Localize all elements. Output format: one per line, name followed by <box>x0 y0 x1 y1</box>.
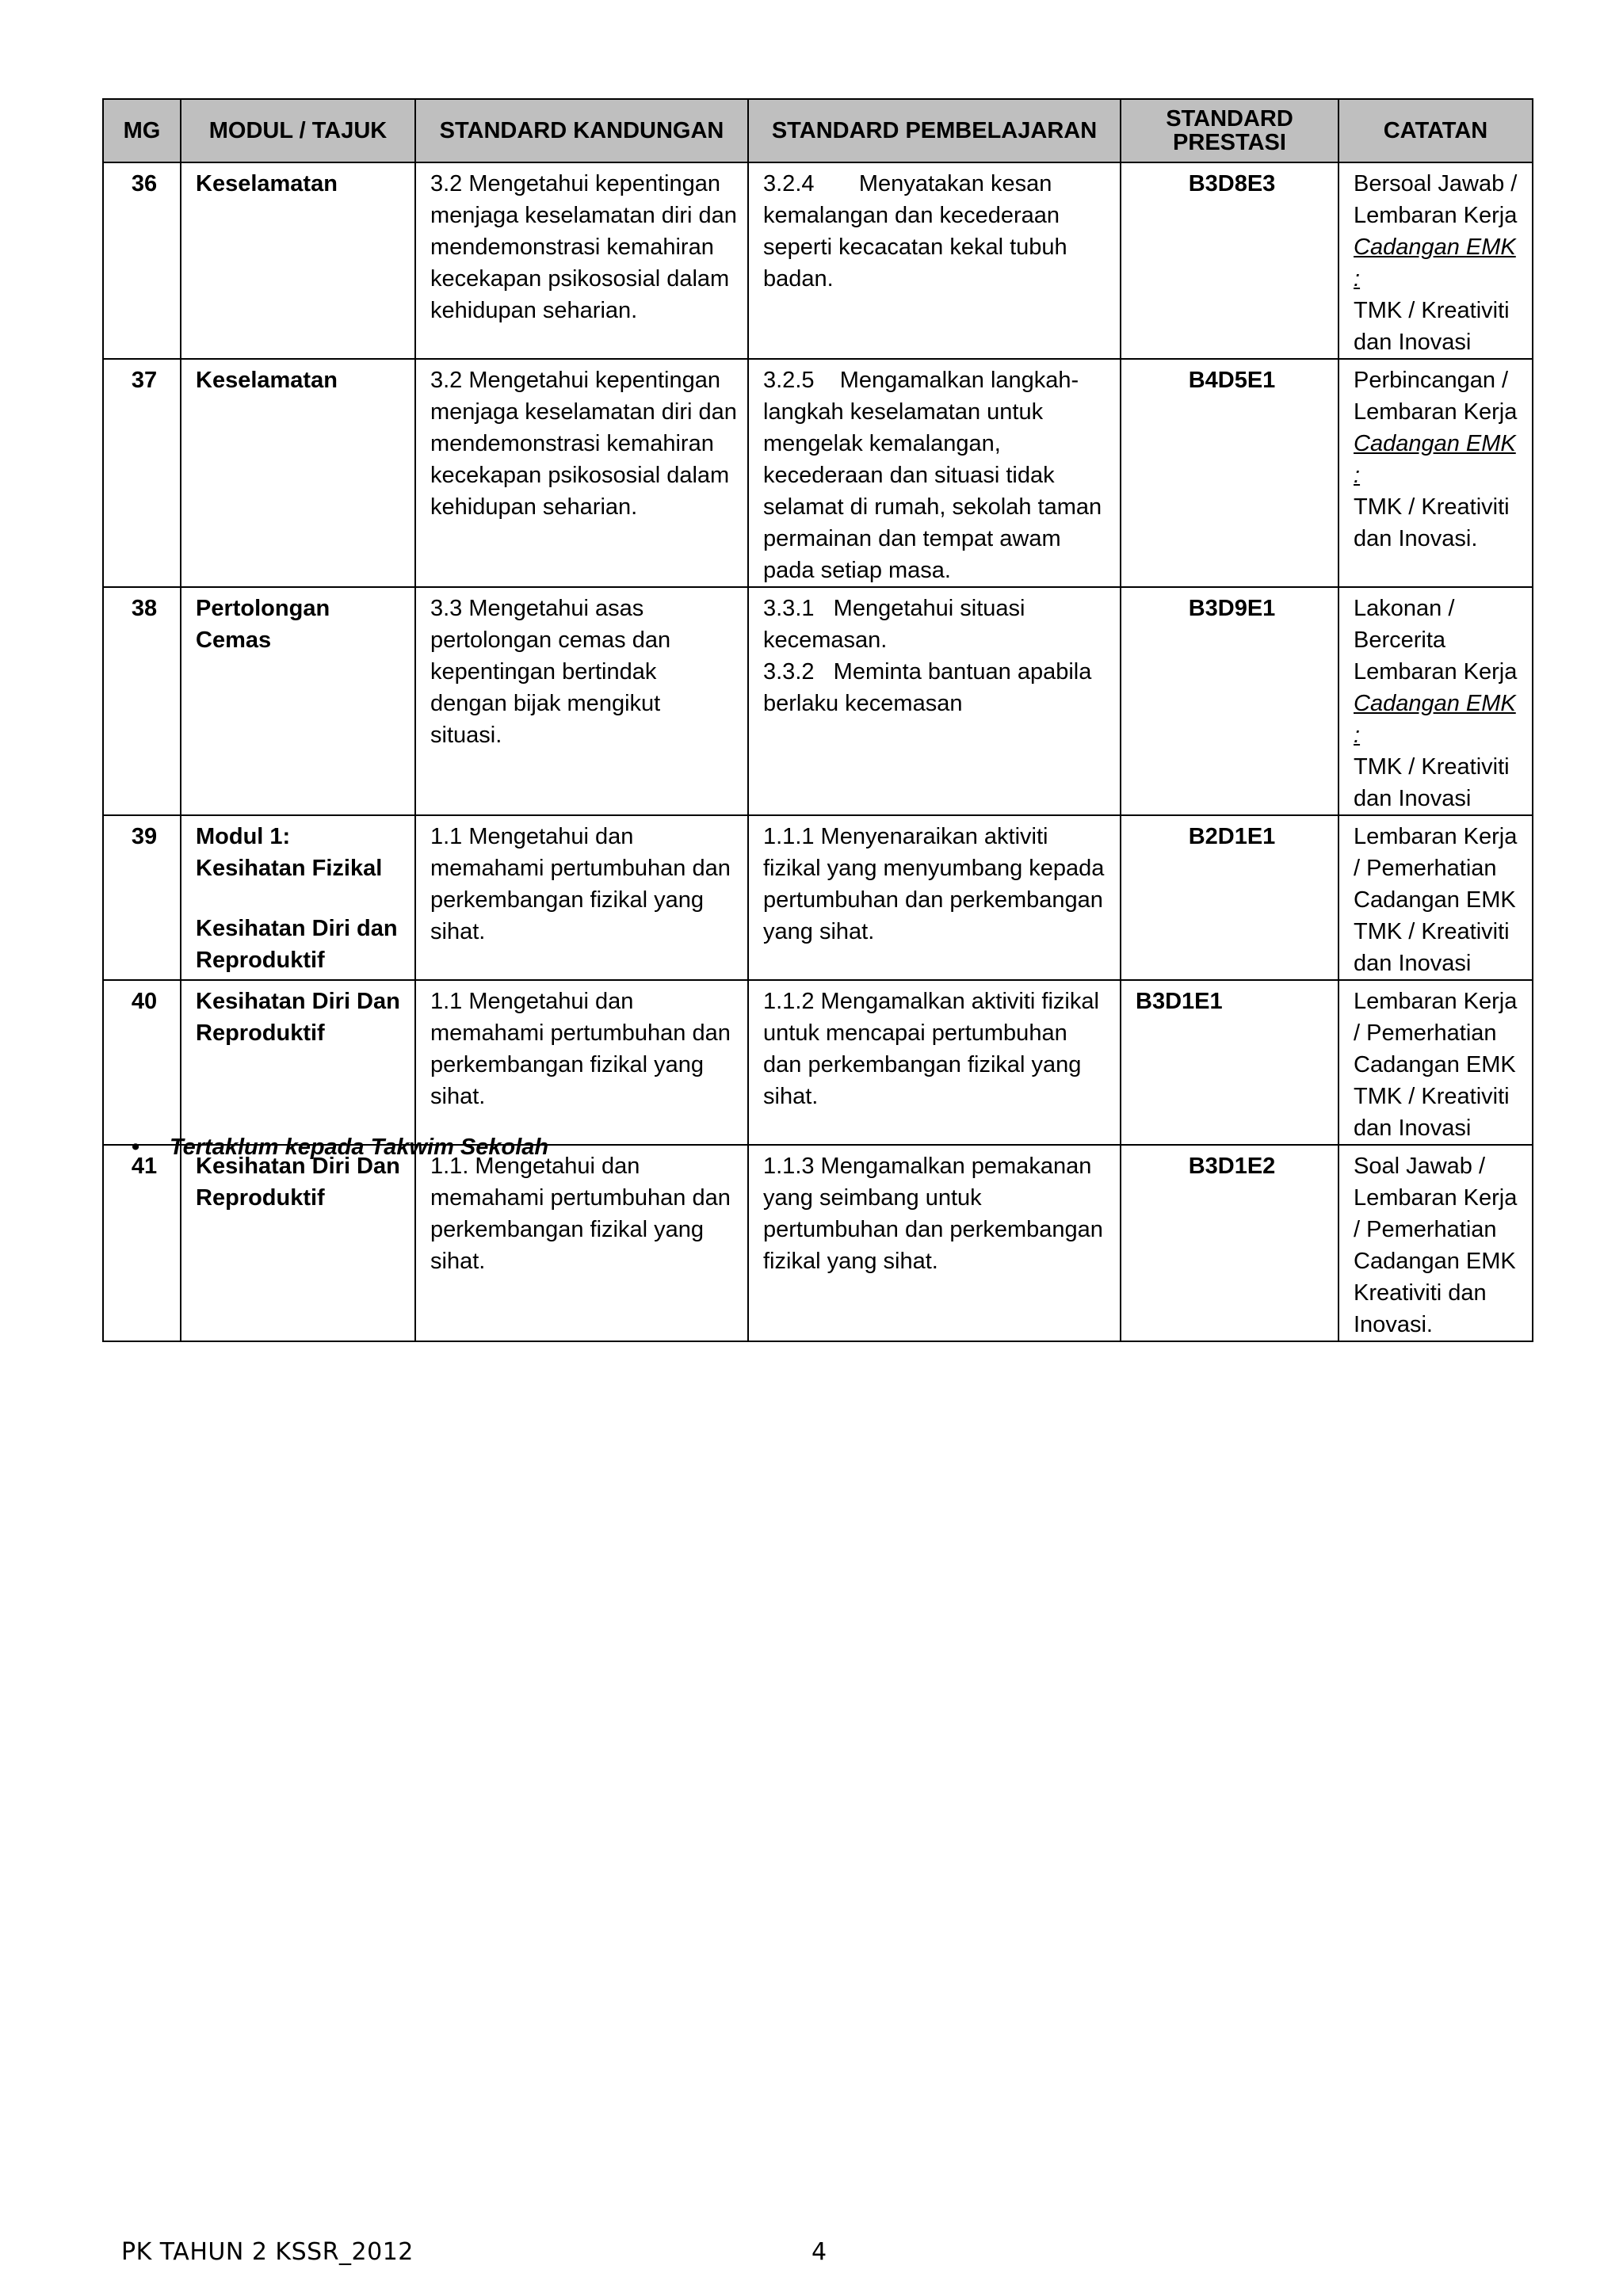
cell-standard-prestasi: B3D1E2 <box>1121 1145 1338 1341</box>
catatan-activity: Perbincangan / Lembaran Kerja <box>1354 368 1518 425</box>
cell-standard-prestasi: B3D8E3 <box>1121 162 1338 359</box>
cell-modul: Pertolongan Cemas <box>181 587 415 815</box>
header-standard-prestasi: STANDARD PRESTASI <box>1121 99 1338 162</box>
page-number: 4 <box>812 2238 827 2266</box>
cell-standard-pembelajaran: 1.1.1 Menyenaraikan aktiviti fizikal yang menyumbang kepada pertumbuhan dan perkembangan yang sihat. <box>748 815 1121 980</box>
cell-standard-kandungan: 1.1 Mengetahui dan memahami pertumbuhan dan perkembangan fizikal yang sihat. <box>415 980 748 1145</box>
table-row <box>103 587 1533 815</box>
cell-standard-prestasi: B3D9E1 <box>1121 587 1338 815</box>
catatan-emk-label: Cadangan EMK : <box>1354 691 1516 748</box>
catatan-activity: Bersoal Jawab / Lembaran Kerja <box>1354 171 1518 228</box>
cell-standard-pembelajaran: 3.2.5 Mengamalkan langkah-langkah keselamatan untuk mengelak kemalangan, kecederaan dan situasi tidak selamat di rumah, sekolah taman permainan dan tempat awam pada setiap masa. <box>748 359 1121 587</box>
cell-standard-pembelajaran: 1.1.2 Mengamalkan aktiviti fizikal untuk mencapai pertumbuhan dan perkembangan fizikal yang sihat. <box>748 980 1121 1145</box>
cell-standard-pembelajaran: 1.1.3 Mengamalkan pemakanan yang seimbang untuk pertumbuhan dan perkembangan fizikal yang sihat. <box>748 1145 1121 1341</box>
cell-catatan <box>1338 587 1533 815</box>
cell-mg: 37 <box>103 359 181 587</box>
module-subtitle: Kesihatan Diri dan Reproduktif <box>196 916 398 973</box>
cell-standard-prestasi: B3D1E1 <box>1121 980 1338 1145</box>
cell-catatan: Lembaran Kerja / Pemerhatian Cadangan EMK TMK / Kreativiti dan Inovasi <box>1338 980 1533 1145</box>
cell-standard-prestasi: B2D1E1 <box>1121 815 1338 980</box>
cell-standard-kandungan: 3.3 Mengetahui asas pertolongan cemas dan kepentingan bertindak dengan bijak mengikut situasi. <box>415 587 748 815</box>
cell-mg: 41 <box>103 1145 181 1341</box>
cell-catatan: Soal Jawab / Lembaran Kerja / Pemerhatian Cadangan EMK Kreativiti dan Inovasi. <box>1338 1145 1533 1341</box>
cell-modul: Kesihatan Diri Dan Reproduktif <box>181 1145 415 1341</box>
cell-standard-pembelajaran <box>748 587 1121 815</box>
learning-standard-item: 3.3.1 Mengetahui situasi kecemasan. <box>763 596 1032 653</box>
cell-modul: Keselamatan <box>181 162 415 359</box>
header-modul-tajuk: MODUL / TAJUK <box>181 99 415 162</box>
cell-catatan <box>1338 359 1533 587</box>
cell-mg: 38 <box>103 587 181 815</box>
cell-standard-pembelajaran: 3.2.4 Menyatakan kesan kemalangan dan kecederaan seperti kecacatan kekal tubuh badan. <box>748 162 1121 359</box>
cell-catatan <box>1338 162 1533 359</box>
catatan-emk-value: TMK / Kreativiti dan Inovasi <box>1354 754 1510 811</box>
catatan-emk-label: Cadangan EMK : <box>1354 431 1516 488</box>
cell-standard-kandungan: 1.1 Mengetahui dan memahami pertumbuhan dan perkembangan fizikal yang sihat. <box>415 815 748 980</box>
footer-document-label: PK TAHUN 2 KSSR_2012 <box>121 2238 414 2266</box>
cell-catatan: Lembaran Kerja / Pemerhatian Cadangan EMK TMK / Kreativiti dan Inovasi <box>1338 815 1533 980</box>
header-standard-pembelajaran: STANDARD PEMBELAJARAN <box>748 99 1121 162</box>
table-header-row <box>103 99 1533 162</box>
table-row <box>103 980 1533 1145</box>
table-row <box>103 162 1533 359</box>
cell-mg: 39 <box>103 815 181 980</box>
cell-standard-prestasi: B4D5E1 <box>1121 359 1338 587</box>
catatan-emk-value: TMK / Kreativiti dan Inovasi <box>1354 298 1510 355</box>
header-catatan: CATATAN <box>1338 99 1533 162</box>
bullet-icon: • <box>132 1135 140 1160</box>
table-row <box>103 359 1533 587</box>
table-row <box>103 1145 1533 1341</box>
cell-mg: 40 <box>103 980 181 1145</box>
cell-modul: Kesihatan Diri Dan Reproduktif <box>181 980 415 1145</box>
cell-modul: Keselamatan <box>181 359 415 587</box>
table-row <box>103 815 1533 980</box>
footnote-text: Tertaklum kepada Takwim Sekolah <box>170 1135 549 1160</box>
footnote <box>132 1135 549 1161</box>
module-number: Modul 1: <box>196 824 291 849</box>
cell-standard-kandungan: 3.2 Mengetahui kepentingan menjaga keselamatan diri dan mendemonstrasi kemahiran kecekapan psikososial dalam kehidupan seharian. <box>415 359 748 587</box>
header-standard-kandungan: STANDARD KANDUNGAN <box>415 99 748 162</box>
learning-standard-item: 3.3.2 Meminta bantuan apabila berlaku kecemasan <box>763 659 1098 716</box>
catatan-emk-value: TMK / Kreativiti dan Inovasi. <box>1354 494 1510 551</box>
cell-standard-kandungan: 1.1. Mengetahui dan memahami pertumbuhan dan perkembangan fizikal yang sihat. <box>415 1145 748 1341</box>
cell-mg: 36 <box>103 162 181 359</box>
cell-standard-kandungan: 3.2 Mengetahui kepentingan menjaga keselamatan diri dan mendemonstrasi kemahiran kecekapan psikososial dalam kehidupan seharian. <box>415 162 748 359</box>
module-title: Kesihatan Fizikal <box>196 856 383 881</box>
catatan-activity: Lakonan / Bercerita Lembaran Kerja <box>1354 596 1518 685</box>
header-mg: MG <box>103 99 181 162</box>
catatan-emk-label: Cadangan EMK : <box>1354 235 1516 292</box>
cell-modul <box>181 815 415 980</box>
